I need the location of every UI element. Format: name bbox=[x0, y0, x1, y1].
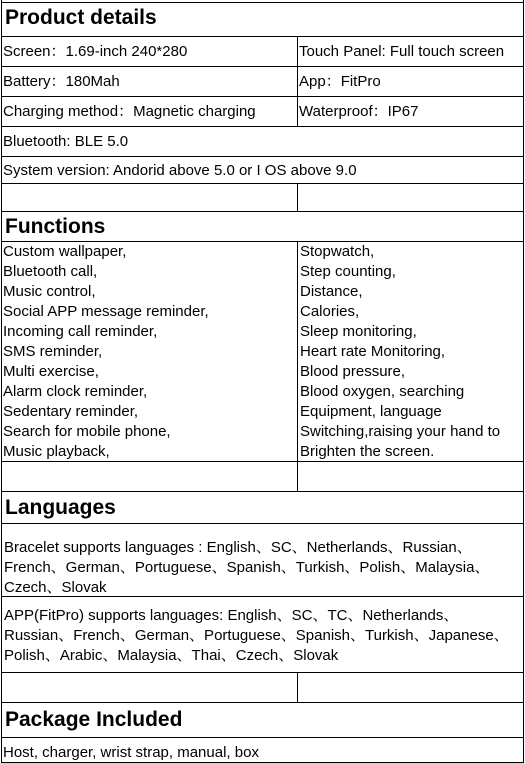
bracelet-languages-text: Bracelet supports languages : English、SC、Netherlands、Russian、French、German、Portuguese、Spanish、Turkish、Polish、Malaysia、Czech、Slovak bbox=[4, 539, 490, 596]
function-item: Calories, bbox=[300, 303, 360, 320]
function-item: Equipment, language bbox=[300, 403, 442, 420]
spec-battery: Battery：180Mah bbox=[3, 73, 120, 90]
function-item: Switching,raising your hand to bbox=[300, 423, 501, 440]
app-languages-row bbox=[1, 596, 524, 672]
package-contents: Host, charger, wrist strap, manual, box bbox=[3, 744, 259, 761]
column-divider bbox=[297, 183, 298, 211]
functions-right-list bbox=[300, 242, 500, 462]
function-item: Social APP message reminder, bbox=[3, 303, 209, 320]
spec-bluetooth: Bluetooth: BLE 5.0 bbox=[3, 133, 129, 150]
column-divider bbox=[297, 36, 298, 126]
column-divider bbox=[297, 672, 298, 702]
package-contents-row bbox=[1, 737, 524, 763]
spec-row bbox=[1, 96, 524, 126]
function-item: Sedentary reminder, bbox=[3, 403, 139, 420]
spec-row bbox=[1, 126, 524, 156]
bracelet-languages-row bbox=[1, 523, 524, 596]
spacer-row bbox=[1, 672, 524, 702]
function-item: Music control, bbox=[3, 283, 96, 300]
function-item: Brighten the screen. bbox=[300, 443, 435, 460]
spec-touch-panel: Touch Panel: Full touch screen bbox=[299, 43, 505, 60]
app-languages-text: APP(FitPro) supports languages: English、SC、TC、Netherlands、Russian、French、German、Portuguese、Spanish、Turkish、Japanese、Polish、Arabic、Malaysia、Thai、Czech、Slovak bbox=[4, 607, 509, 664]
package-header-row bbox=[1, 702, 524, 737]
function-item: Custom wallpaper, bbox=[3, 243, 127, 260]
spacer-row bbox=[1, 461, 524, 491]
spec-row bbox=[1, 156, 524, 183]
function-item: Heart rate Monitoring, bbox=[300, 343, 446, 360]
spec-system-version: System version: Andorid above 5.0 or I OS above 9.0 bbox=[3, 162, 357, 179]
product-details-heading: Product details bbox=[5, 6, 157, 29]
languages-header-row bbox=[1, 491, 524, 523]
spec-row bbox=[1, 36, 524, 66]
function-item: Music playback, bbox=[3, 443, 110, 460]
function-item: Distance, bbox=[300, 283, 363, 300]
functions-heading: Functions bbox=[5, 215, 106, 238]
functions-left-list bbox=[3, 242, 209, 462]
product-details-header-row bbox=[1, 2, 524, 36]
function-item: Step counting, bbox=[300, 263, 396, 280]
spec-waterproof: Waterproof：IP67 bbox=[299, 103, 419, 120]
function-item: Bluetooth call, bbox=[3, 263, 98, 280]
languages-heading: Languages bbox=[5, 496, 116, 519]
function-item: SMS reminder, bbox=[3, 343, 103, 360]
function-item: Blood pressure, bbox=[300, 363, 406, 380]
spacer-row bbox=[1, 183, 524, 211]
function-item: Sleep monitoring, bbox=[300, 323, 417, 340]
function-item: Blood oxygen, searching bbox=[300, 383, 465, 400]
function-item: Alarm clock reminder, bbox=[3, 383, 148, 400]
spec-app: App：FitPro bbox=[299, 73, 381, 90]
function-item: Stopwatch, bbox=[300, 243, 375, 260]
functions-header-row bbox=[1, 211, 524, 241]
function-item: Incoming call reminder, bbox=[3, 323, 158, 340]
spec-charging: Charging method：Magnetic charging bbox=[3, 103, 256, 120]
spec-row bbox=[1, 66, 524, 96]
functions-list-row bbox=[1, 241, 524, 461]
function-item: Multi exercise, bbox=[3, 363, 99, 380]
package-heading: Package Included bbox=[5, 708, 183, 731]
function-item: Search for mobile phone, bbox=[3, 423, 171, 440]
column-divider bbox=[297, 241, 298, 491]
spec-screen: Screen：1.69-inch 240*280 bbox=[3, 43, 188, 60]
